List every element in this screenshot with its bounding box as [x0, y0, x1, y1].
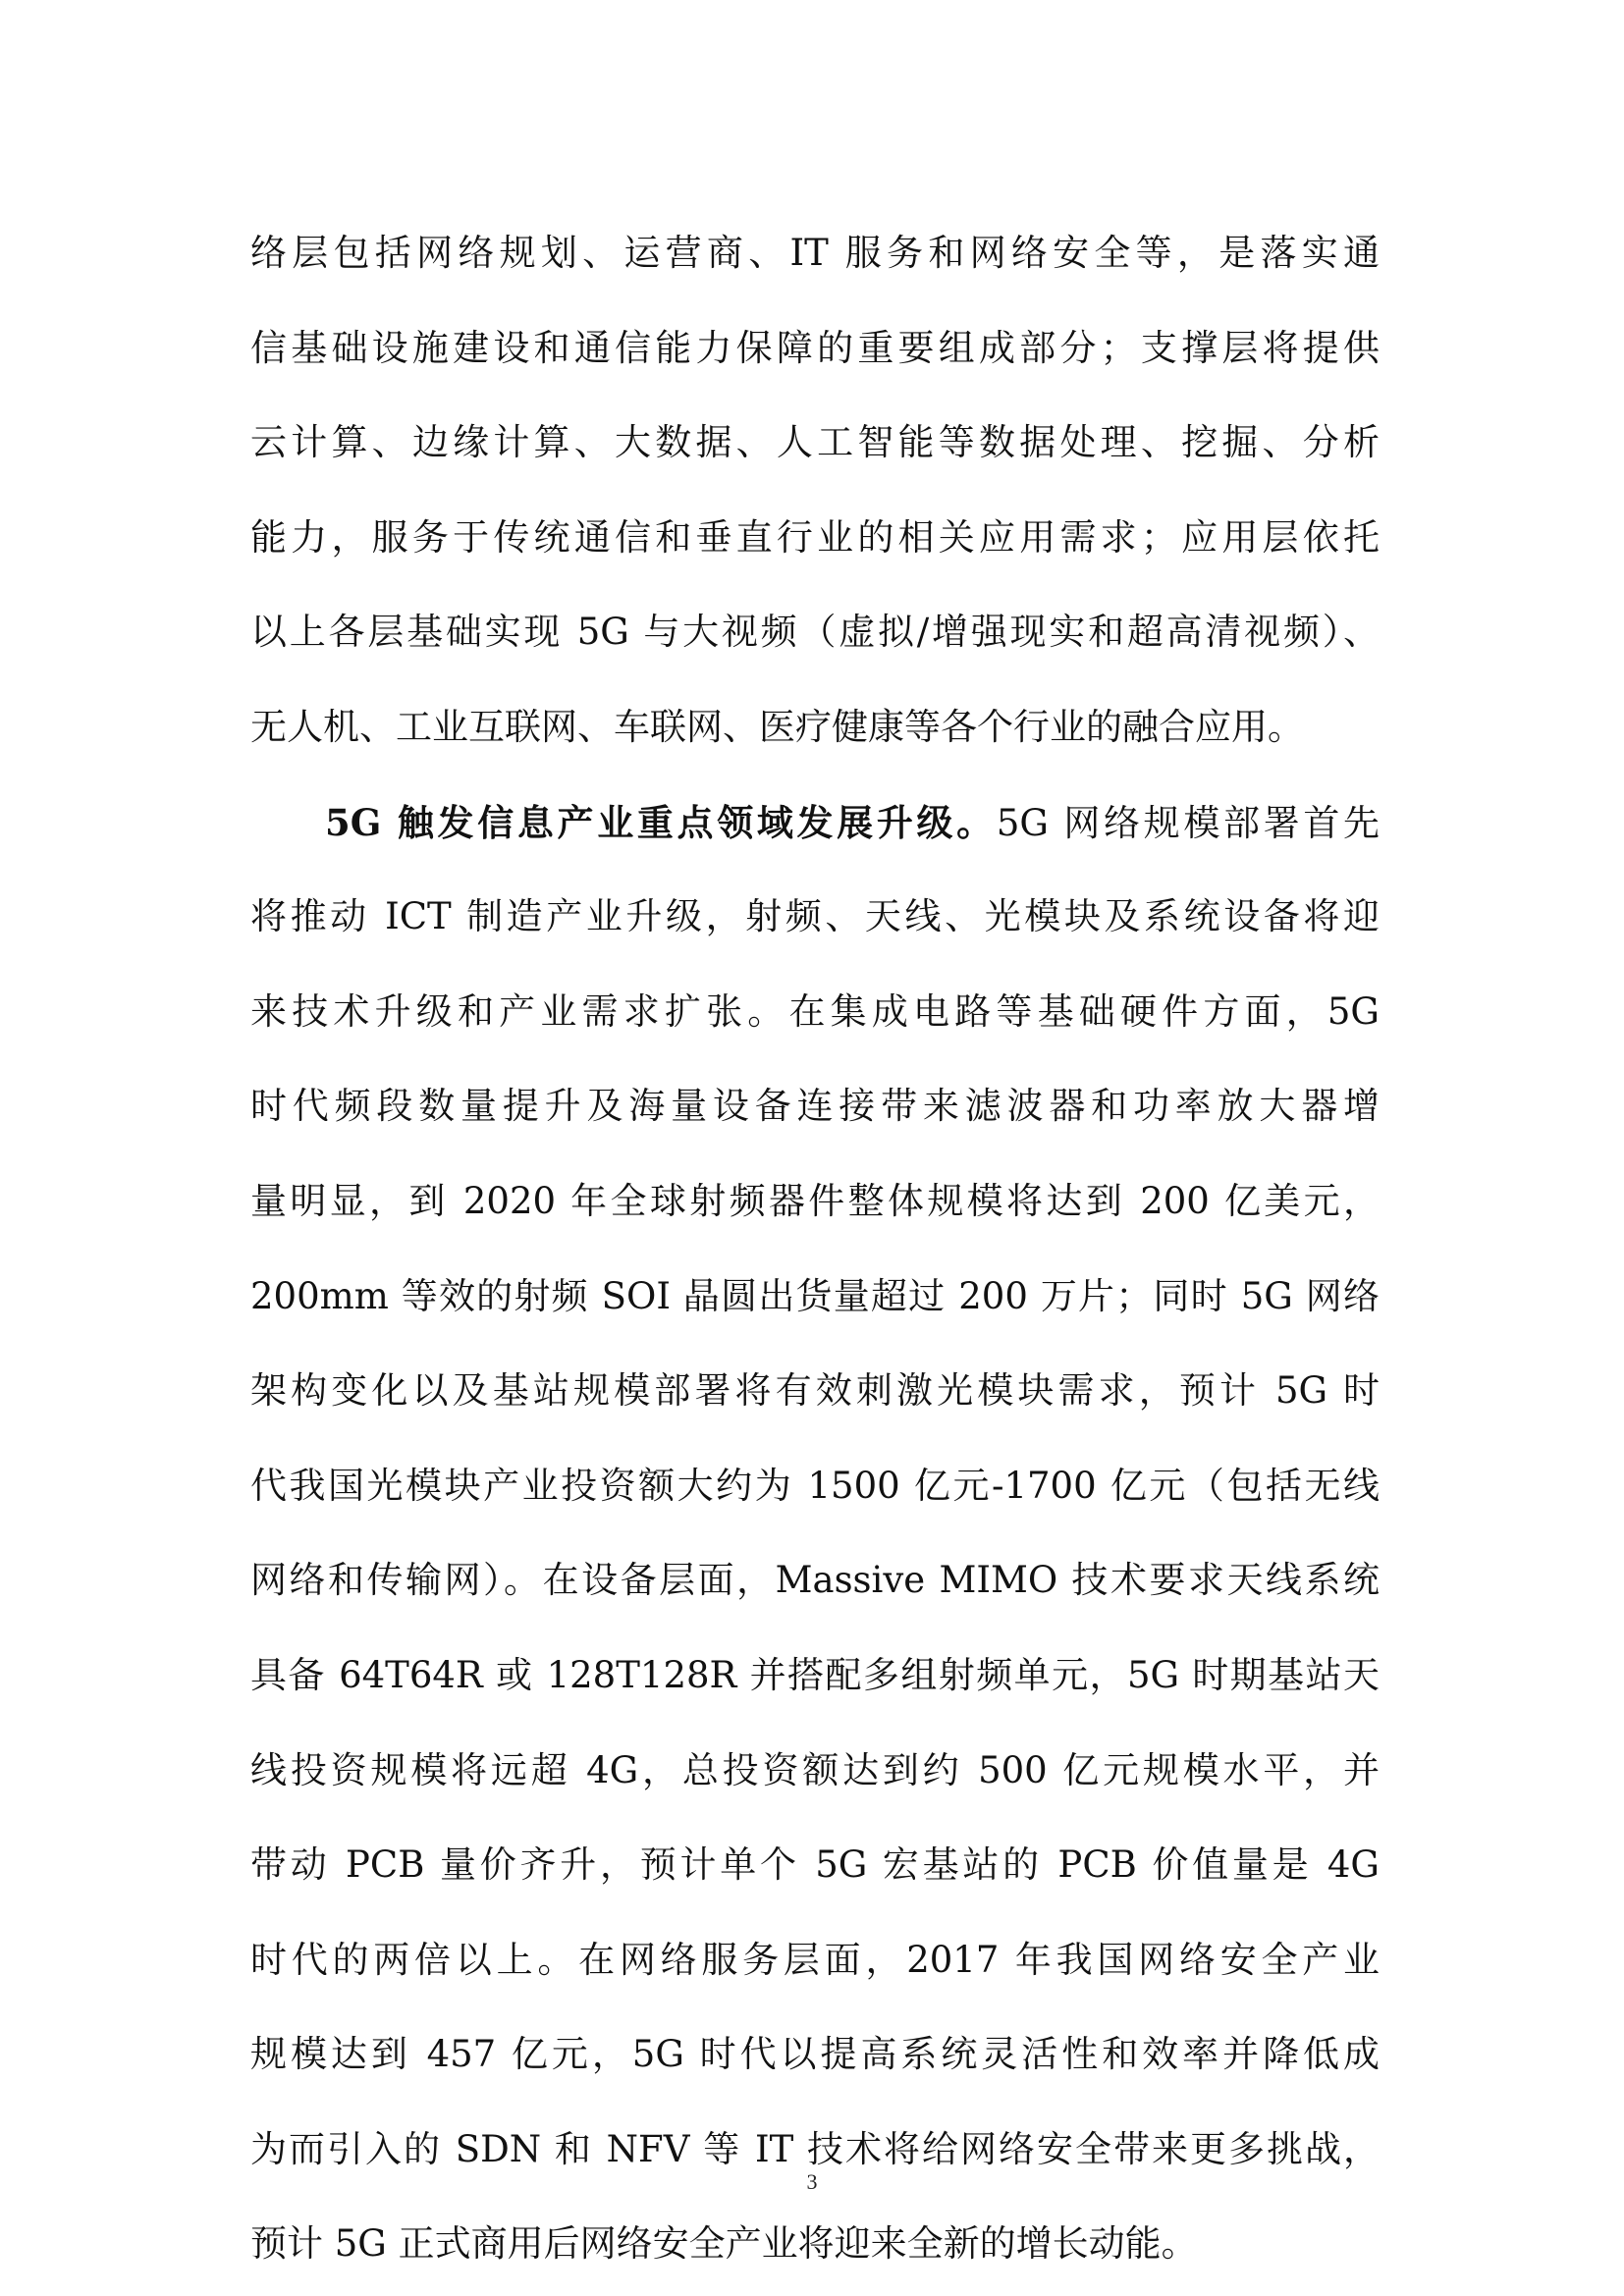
text-line: 无人机、工业互联网、车联网、医疗健康等各个行业的融合应用。 — [250, 705, 1304, 748]
text-line: 带动 PCB 量价齐升，预计单个 5G 宏基站的 PCB 价值量是 4G — [250, 1843, 1380, 1887]
text-line: 将推动 ICT 制造产业升级，射频、天线、光模块及系统设备将迎 — [250, 895, 1380, 938]
paragraph-industry-upgrade — [250, 775, 1380, 2293]
page-number: 3 — [806, 2169, 818, 2194]
text-line: 200mm 等效的射频 SOI 晶圆出货量超过 200 万片；同时 5G 网络 — [250, 1274, 1380, 1317]
text-line: 来技术升级和产业需求扩张。在集成电路等基础硬件方面，5G — [250, 989, 1380, 1033]
text-line: 具备 64T64R 或 128T128R 并搭配多组射频单元，5G 时期基站天 — [250, 1653, 1380, 1696]
text-line: 代我国光模块产业投资额大约为 1500 亿元-1700 亿元（包括无线 — [250, 1464, 1380, 1507]
text-line: 预计 5G 正式商用后网络安全产业将迎来全新的增长动能。 — [250, 2222, 1198, 2266]
text-line: 网络和传输网）。在设备层面，Massive MIMO 技术要求天线系统 — [250, 1559, 1380, 1602]
text-line: 时代频段数量提升及海量设备连接带来滤波器和功率放大器增 — [250, 1085, 1380, 1128]
text-line: 规模达到 457 亿元，5G 时代以提高系统灵活性和效率并降低成 — [250, 2033, 1380, 2076]
text-line: 架构变化以及基站规模部署将有效刺激光模块需求，预计 5G 时 — [250, 1369, 1380, 1413]
text-line: 线投资规模将远超 4G，总投资额达到约 500 亿元规模水平，并 — [250, 1748, 1380, 1791]
text-line: 信基础设施建设和通信能力保障的重要组成部分；支撑层将提供 — [250, 326, 1380, 369]
text-line: 以上各层基础实现 5G 与大视频（虚拟/增强现实和超高清视频）、 — [250, 611, 1380, 654]
text-line: 络层包括网络规划、运营商、IT 服务和网络安全等，是落实通 — [250, 232, 1380, 274]
paragraph-lead-rest: 5G 网络规模部署首先 — [996, 801, 1380, 844]
text-line: 量明显，到 2020 年全球射频器件整体规模将达到 200 亿美元， — [250, 1179, 1380, 1222]
paragraph-layer-description — [250, 206, 1380, 775]
paragraph-lead-heading: 5G 触发信息产业重点领域发展升级。 — [325, 800, 997, 844]
body-text — [250, 206, 1380, 2292]
text-line-first — [250, 775, 1380, 871]
text-line: 能力，服务于传统通信和垂直行业的相关应用需求；应用层依托 — [250, 515, 1380, 559]
text-line: 时代的两倍以上。在网络服务层面，2017 年我国网络安全产业 — [250, 1938, 1380, 1981]
text-line: 云计算、边缘计算、大数据、人工智能等数据处理、挖掘、分析 — [250, 421, 1380, 464]
text-line: 为而引入的 SDN 和 NFV 等 IT 技术将给网络安全带来更多挑战， — [250, 2127, 1380, 2170]
